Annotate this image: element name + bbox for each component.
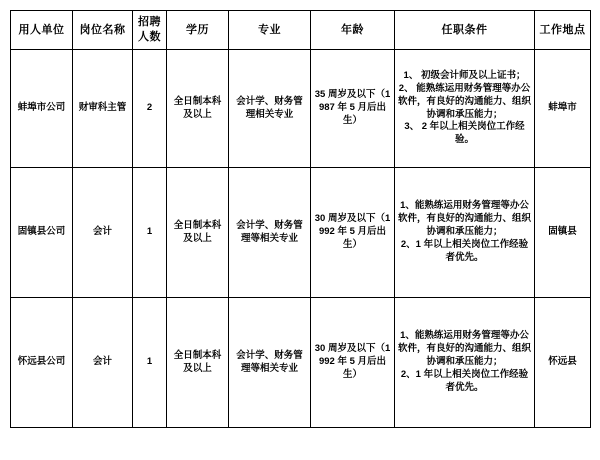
column-header-conditions: 任职条件 (395, 11, 535, 50)
table-row (11, 298, 591, 428)
cell-number: 1 (133, 298, 167, 428)
condition-line: 1、能熟练运用财务管理等办公软件，有良好的沟通能力、组织协调和承压能力； (398, 330, 532, 368)
condition-line: 3、 2 年以上相关岗位工作经验。 (404, 121, 525, 146)
recruitment-table (10, 10, 591, 428)
cell-major: 会计学、财务管理相关专业 (229, 50, 311, 168)
cell-conditions (395, 168, 535, 298)
cell-number: 1 (133, 168, 167, 298)
column-header-education: 学历 (167, 11, 229, 50)
column-header-post: 岗位名称 (73, 11, 133, 50)
cell-age: 30 周岁及以下（1992 年 5 月后出生） (311, 298, 395, 428)
cell-unit: 固镇县公司 (11, 168, 73, 298)
table-body (11, 50, 591, 428)
column-header-major: 专业 (229, 11, 311, 50)
condition-line: 2、1 年以上相关岗位工作经验者优先。 (400, 238, 529, 263)
cell-age: 35 周岁及以下（1987 年 5 月后出生） (311, 50, 395, 168)
cell-post: 会计 (73, 168, 133, 298)
table-row (11, 50, 591, 168)
cell-location: 固镇县 (535, 168, 591, 298)
cell-conditions (395, 50, 535, 168)
cell-location: 怀远县 (535, 298, 591, 428)
column-header-unit: 用人单位 (11, 11, 73, 50)
cell-conditions (395, 298, 535, 428)
condition-line: 2、1 年以上相关岗位工作经验者优先。 (400, 368, 529, 393)
condition-line: 2、 能熟练运用财务管理等办公软件，有良好的沟通能力、组织协调和承压能力； (398, 82, 532, 120)
document-page (0, 10, 600, 460)
cell-education: 全日制本科及以上 (167, 168, 229, 298)
cell-age: 30 周岁及以下（1992 年 5 月后出生） (311, 168, 395, 298)
table-header (11, 11, 591, 50)
header-row (11, 11, 591, 50)
column-header-age: 年龄 (311, 11, 395, 50)
cell-unit: 怀远县公司 (11, 298, 73, 428)
cell-major: 会计学、财务管理等相关专业 (229, 298, 311, 428)
cell-post: 会计 (73, 298, 133, 428)
cell-location: 蚌埠市 (535, 50, 591, 168)
cell-education: 全日制本科及以上 (167, 50, 229, 168)
cell-post: 财审科主管 (73, 50, 133, 168)
condition-line: 1、 初级会计师及以上证书； (403, 70, 526, 82)
column-header-number: 招聘人数 (133, 11, 167, 50)
cell-number: 2 (133, 50, 167, 168)
table-row (11, 168, 591, 298)
cell-education: 全日制本科及以上 (167, 298, 229, 428)
cell-unit: 蚌埠市公司 (11, 50, 73, 168)
column-header-location: 工作地点 (535, 11, 591, 50)
condition-line: 1、能熟练运用财务管理等办公软件，有良好的沟通能力、组织协调和承压能力； (398, 200, 532, 238)
cell-major: 会计学、财务管理等相关专业 (229, 168, 311, 298)
